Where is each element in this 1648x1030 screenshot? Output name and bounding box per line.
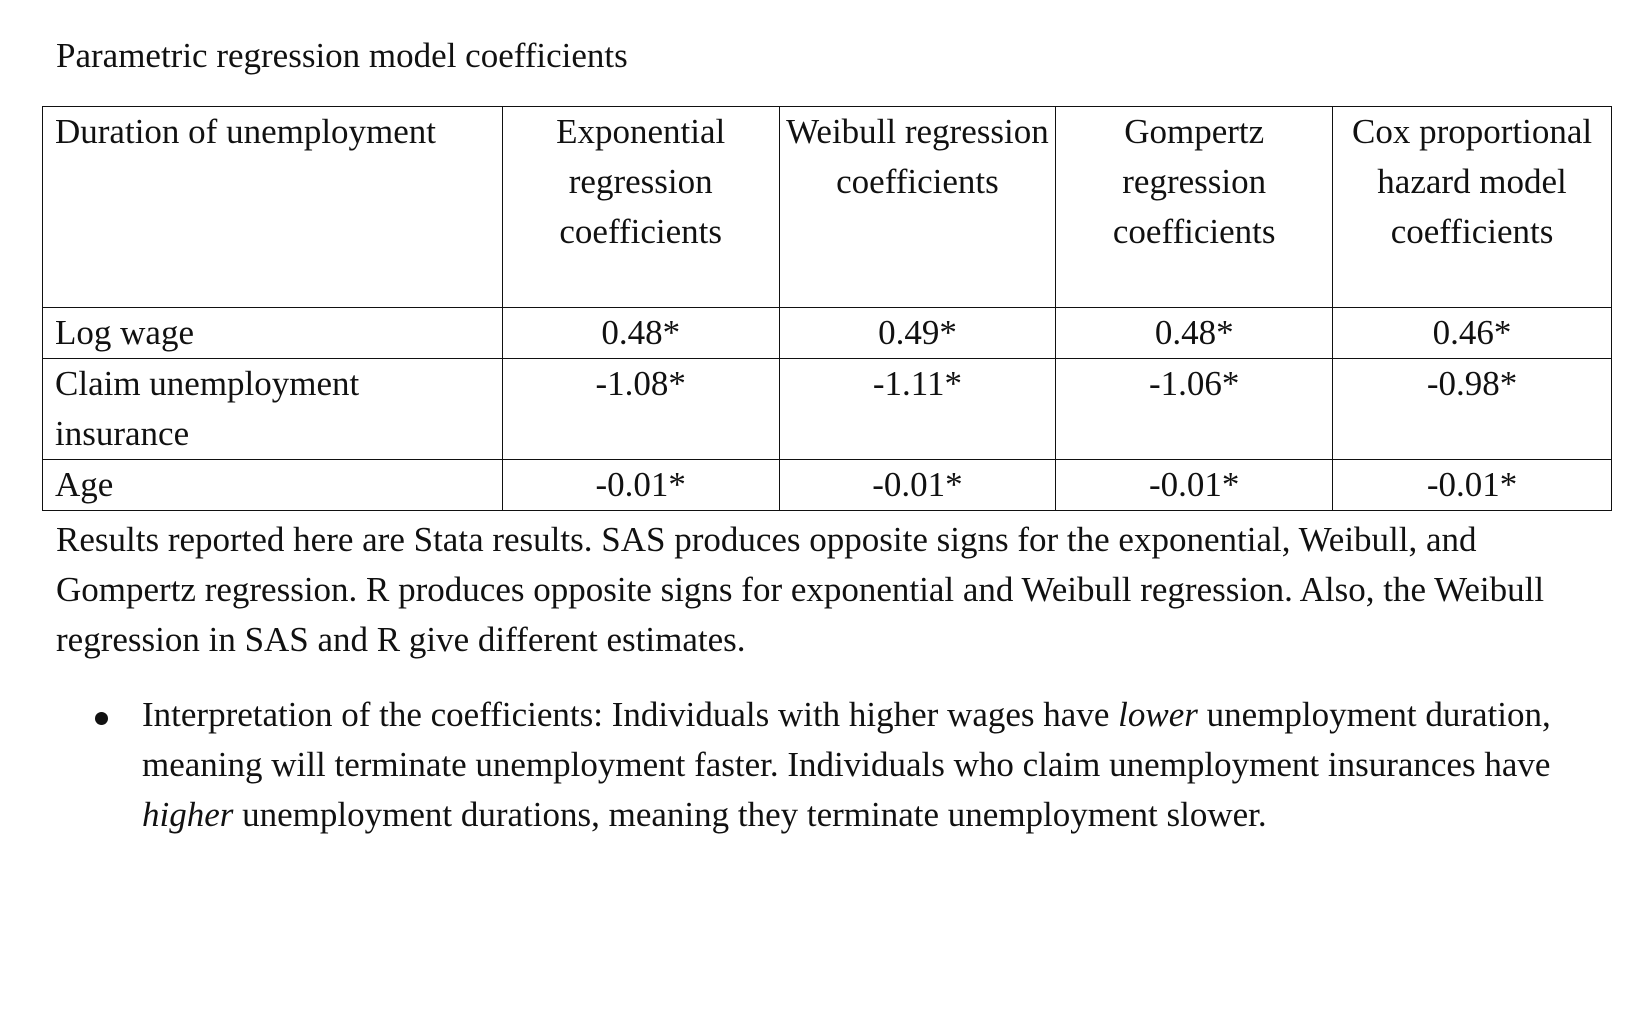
cell-value: 0.49* <box>779 308 1056 359</box>
row-label-age: Age <box>43 460 503 511</box>
interpretation-part-3: unemployment durations, meaning they terminate unemployment slower. <box>233 795 1267 834</box>
row-label-claim-insurance: Claim unemployment insurance <box>43 359 503 460</box>
bullet-dot-icon <box>95 712 108 725</box>
table-row <box>43 359 1612 460</box>
header-weibull: Weibull regression coefficients <box>779 107 1056 308</box>
cell-value: -0.01* <box>779 460 1056 511</box>
header-cox: Cox proportional hazard model coefficients <box>1333 107 1612 308</box>
header-gompertz: Gompertz regression coefficients <box>1056 107 1333 308</box>
cell-value: 0.48* <box>1056 308 1333 359</box>
header-row-label: Duration of unemployment <box>43 107 503 308</box>
table-row <box>43 460 1612 511</box>
cell-value: -1.11* <box>779 359 1056 460</box>
emphasis-higher: higher <box>142 795 234 834</box>
cell-value: -0.01* <box>1056 460 1333 511</box>
cell-value: -1.08* <box>502 359 779 460</box>
cell-value: -0.01* <box>1333 460 1612 511</box>
interpretation-part-2: unemployment duration, meaning will terminate unemployment faster. Individuals who claim unemployment insurances have <box>142 695 1551 784</box>
emphasis-lower: lower <box>1118 695 1198 734</box>
table-caption: Parametric regression model coefficients <box>56 36 628 75</box>
coefficients-table <box>42 106 1612 511</box>
cell-value: -1.06* <box>1056 359 1333 460</box>
cell-value: 0.48* <box>502 308 779 359</box>
table-header-row <box>43 107 1612 308</box>
table-row <box>43 308 1612 359</box>
row-label-log-wage: Log wage <box>43 308 503 359</box>
results-note: Results reported here are Stata results. SAS produces opposite signs for the exponential, Weibull, and Gompertz regression. R produces opposite signs for exponential and Weibull regression. Also, the Weibull regression in SAS and R give different estimates. <box>56 520 1545 659</box>
cell-value: -0.98* <box>1333 359 1612 460</box>
cell-value: -0.01* <box>502 460 779 511</box>
interpretation-text <box>142 690 1607 840</box>
header-exponential: Exponential regression coefficients <box>502 107 779 308</box>
cell-value: 0.46* <box>1333 308 1612 359</box>
interpretation-part-1: Interpretation of the coefficients: Individuals with higher wages have <box>142 695 1119 734</box>
